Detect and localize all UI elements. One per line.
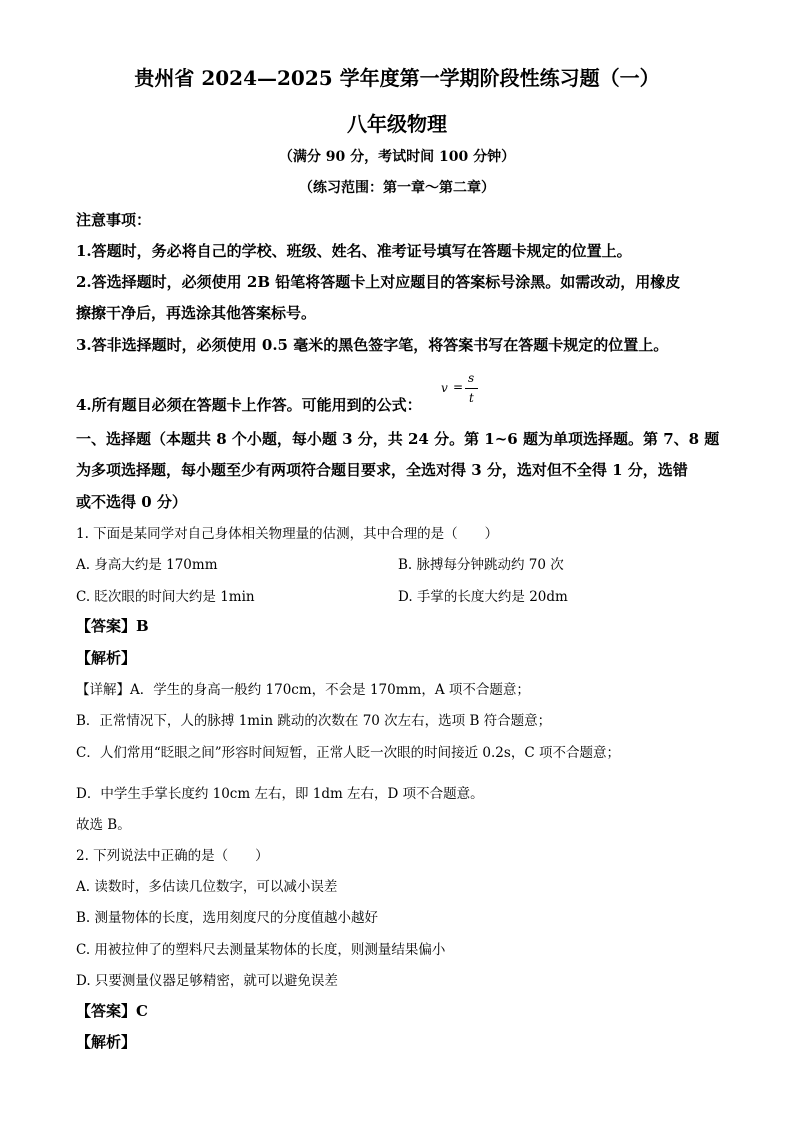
notice-item-1: 1.答题时，务必将自己的学校、班级、姓名、准考证号填写在答题卡规定的位置上。 [76,242,632,260]
section-1-instructions-line-3: 或不选得 0 分） [76,493,187,511]
question-1-stem: 1. 下面是某同学对自己身体相关物理量的估测，其中合理的是（ ） [76,526,499,542]
question-1-detail-a: 【详解】A．学生的身高一般约 170cm，不会是 170mm，A 项不合题意； [76,682,530,698]
question-2-analysis-label: 【解析】 [76,1033,137,1051]
question-1-answer: 【答案】B [76,617,149,635]
notice-heading: 注意事项： [76,211,152,229]
question-2-stem: 2. 下列说法中正确的是（ ） [76,848,269,864]
question-2-option-b: B. 测量物体的长度，选用刻度尺的分度值越小越好 [76,910,379,926]
question-2-option-a: A. 读数时，多估读几位数字，可以减小误差 [76,879,338,895]
exam-score-time: （满分 90 分，考试时间 100 分钟） [278,149,516,165]
page-title: 贵州省 2024—2025 学年度第一学期阶段性练习题（一） [134,66,660,90]
notice-item-2: 2.答选择题时，必须使用 2B 铅笔将答题卡上对应题目的答案标号涂黑。如需改动，用橡皮 [76,273,681,291]
section-1-instructions-line-1: 一、选择题（本题共 8 个小题，每小题 3 分，共 24 分。第 1~6 题为单项选择题。第 7、8 题 [76,430,720,448]
section-1-instructions-line-2: 为多项选择题，每小题至少有两项符合题目要求，全选对得 3 分，选对但不全得 1 分，选错 [76,461,688,479]
formula-equals: = [453,380,464,394]
question-1-option-c: C. 眨次眼的时间大约是 1min [76,589,255,605]
question-1-detail-d: D．中学生手掌长度约 10cm 左右，即 1dm 左右，D 项不合题意。 [76,786,484,802]
notice-item-2-cont: 擦擦干净后，再选涂其他答案标号。 [76,304,317,322]
page-subtitle: 八年级物理 [347,112,447,136]
question-2-answer: 【答案】C [76,1002,148,1020]
formula-denominator: t [469,391,474,405]
speed-formula [441,371,483,409]
exam-range: （练习范围：第一章～第二章） [299,180,495,196]
notice-item-3: 3.答非选择题时，必须使用 0.5 毫米的黑色签字笔，将答案书写在答题卡规定的位置上。 [76,336,669,354]
question-1-option-d: D. 手掌的长度大约是 20dm [398,589,568,605]
question-1-conclusion: 故选 B。 [76,817,131,833]
question-1-analysis-label: 【解析】 [76,649,137,667]
question-1-detail-b: B．正常情况下，人的脉搏 1min 跳动的次数在 70 次左右，选项 B 符合题意； [76,713,552,729]
formula-numerator: s [468,371,475,385]
question-2-option-c: C. 用被拉伸了的塑料尺去测量某物体的长度，则测量结果偏小 [76,942,446,958]
fraction-bar [465,388,478,389]
formula-lhs: v [441,381,448,395]
question-1-option-b: B. 脉搏每分钟跳动约 70 次 [398,557,564,573]
question-2-option-d: D. 只要测量仪器足够精密，就可以避免误差 [76,973,338,989]
notice-item-4: 4.所有题目必须在答题卡上作答。可能用到的公式： [76,396,422,414]
question-1-detail-c: C．人们常用“眨眼之间”形容时间短暂，正常人眨一次眼的时间接近 0.2s，C 项不合题意； [76,745,620,761]
question-1-option-a: A. 身高大约是 170mm [76,557,218,573]
